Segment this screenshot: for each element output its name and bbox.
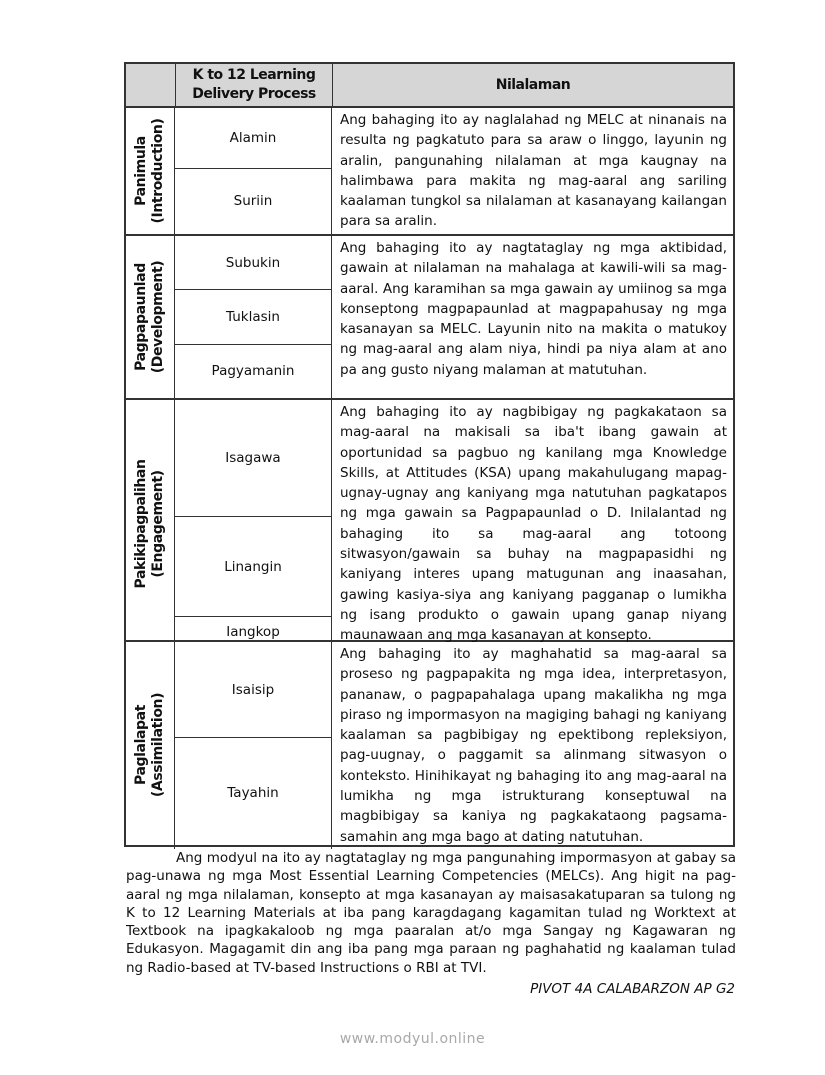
step-isagawa: Isagawa <box>175 400 331 517</box>
footer-label: PIVOT 4A CALABARZON AP G2 <box>530 981 735 997</box>
phase-cell <box>126 400 175 648</box>
steps-cell <box>175 400 332 648</box>
intro-paragraph: Ang modyul na ito ay nagtataglay ng mga pangunahing impormasyon at gabay sa pag-unawa ng mga Most Essential Learning Competencies (MELCs). Ang higit na pag-aaral ng mga nilalaman, konsepto at mga kasanayan ay maisasakatuparan sa tulong ng K to 12 Learning Materials at iba pang karagdagang kagamitan tulad ng Worktext at Textbook na ipagkakaloob ng mga paaralan at/o mga Sangay ng Kagawaran ng Edukasyon. Magagamit din ang iba pang mga paraan ng paghahatid ng kaalaman tulad ng Radio-based at TV-based Instructions o RBI at TVI. <box>126 850 736 976</box>
step-tuklasin: Tuklasin <box>175 290 331 344</box>
phase-label: Paglalapat <box>133 705 149 786</box>
steps-cell <box>175 108 332 234</box>
step-tayahin: Tayahin <box>227 785 279 802</box>
phase-label: Pakikipagpalihan <box>133 459 149 589</box>
step-suriin: Suriin <box>233 193 273 210</box>
header-phase <box>126 64 175 108</box>
section-engagement <box>126 400 733 642</box>
table-header-row <box>126 64 733 108</box>
step-linangin: Linangin <box>175 517 331 617</box>
section-development <box>126 236 733 400</box>
phase-label-en: (Engagement) <box>150 470 166 578</box>
step-subukin: Subukin <box>175 236 331 290</box>
phase-label-en: (Introduction) <box>150 118 166 224</box>
steps-cell <box>175 642 332 849</box>
phase-label-en: (Development) <box>150 260 166 374</box>
phase-label-en: (Assimilation) <box>150 693 166 798</box>
learning-delivery-table <box>124 62 735 847</box>
phase-cell <box>126 642 175 849</box>
section-assimilation <box>126 642 733 845</box>
header-content: Nilalaman <box>332 64 733 108</box>
section-introduction <box>126 108 733 236</box>
description-cell: Ang bahaging ito ay nagbibigay ng pagkakataon sa mag-aaral na makisali sa iba't ibang gawain at oportunidad sa pagbuo ng kanilang mga Knowledge Skills, at Attitudes (KSA) upang makahulugang mapag-ugnay-ugnay ang kaniyang mga natutuhan pagkatapos ng mga gawain sa Pagpapaunlad o D. Inilalantad ng bahaging ito sa mag-aaral ang totoong sitwasyon/gawain sa buhay na magpapasidhi ng kaniyang interes upang matugunan ang inaasahan, gawing kasiya-siya ang kaniyang pagganap o lumikha ng isang produkto o gawain upang ganap niyang maunawaan ang mga kasanayan at konsepto. <box>340 404 727 644</box>
step-alamin: Alamin <box>175 108 331 169</box>
description-cell: Ang bahaging ito ay naglalahad ng MELC at ninanais na resulta ng pagkatuto para sa araw o linggo, layunin ng aralin, pangunahing nilalaman at mga kaugnay na halimbawa para makita ng mag-aaral ang sariling kaalaman tungkol sa nilalaman at kasanayang kailangan para sa aralin. <box>340 112 727 230</box>
phase-label: Panimula <box>133 136 149 206</box>
phase-label: Pagpapaunlad <box>133 263 149 371</box>
description-cell: Ang bahaging ito ay nagtataglay ng mga aktibidad, gawain at nilalaman na mahalaga at kawili-wili sa mag-aaral. Ang karamihan sa mga gawain ay umiinog sa mga konseptong magpapaunlad at magpapahusay ng mga kasanayan sa MELC. Layunin nito na makita o matukoy ng mag-aaral ang alam niya, hindi pa niya alam at ano pa ang gusto niyang malaman at matutuhan. <box>340 240 727 378</box>
steps-cell <box>175 236 332 398</box>
header-process: K to 12 Learning Delivery Process <box>175 64 332 108</box>
description-cell: Ang bahaging ito ay maghahatid sa mag-aaral sa proseso ng pagpapakita ng mga idea, interpretasyon, pananaw, o pagpapahalaga upang makalikha ng mga piraso ng impormasyon na magiging bahagi ng kaniyang kaalaman sa pagbibigay ng epektibong repleksiyon, pag-uugnay, o paggamit sa alinmang sitwasyon o konteksto. Hinihikayat ng bahaging ito ang mag-aaral na lumikha ng mga istrukturang konseptuwal na magbibigay sa kaniya ng pagkakataong pagsama-samahin ang mga bago at dating natutuhan. <box>340 646 727 845</box>
step-pagyamanin: Pagyamanin <box>211 363 295 380</box>
step-iangkop: Iangkop <box>226 624 280 641</box>
phase-cell <box>126 108 175 234</box>
watermark: www.modyul.online <box>339 1031 486 1047</box>
phase-cell <box>126 236 175 398</box>
step-isaisip: Isaisip <box>175 642 331 738</box>
